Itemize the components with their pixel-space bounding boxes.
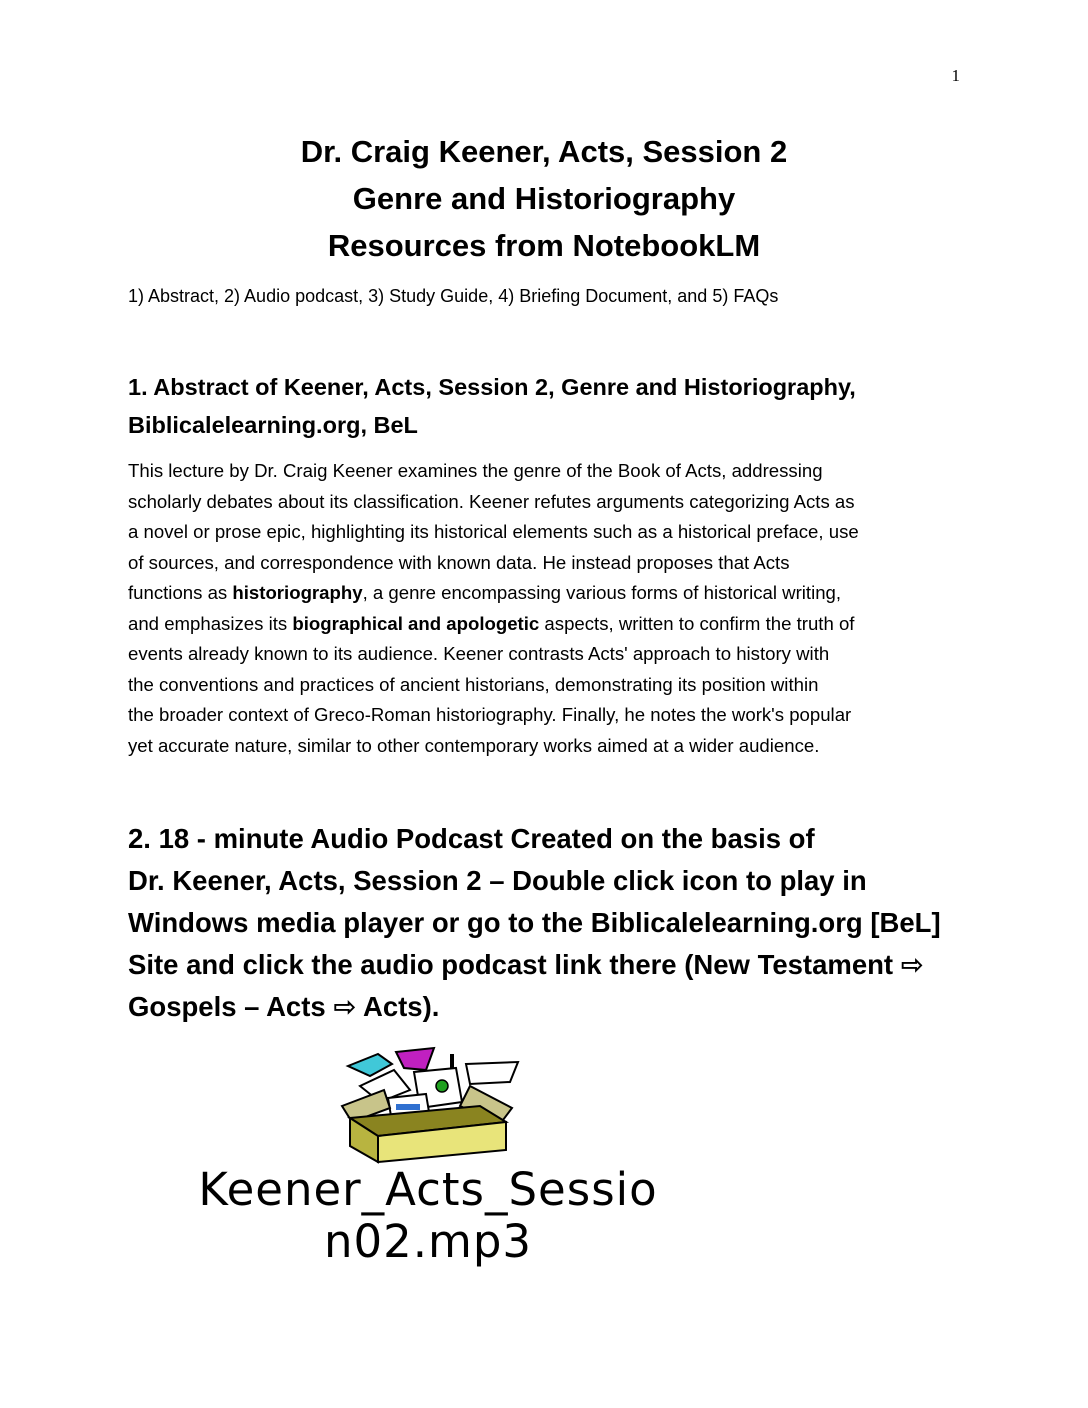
section2-text: Gospels – Acts xyxy=(128,991,334,1022)
section2-text: Site and click the audio podcast link there (New Testament xyxy=(128,949,901,980)
abstract-line: of sources, and correspondence with known data. He instead proposes that Acts xyxy=(128,551,790,573)
title-line-3: Resources from NotebookLM xyxy=(327,228,761,263)
title-line-1: Dr. Craig Keener, Acts, Session 2 xyxy=(300,134,788,169)
abstract-line: scholarly debates about its classification. Keener refutes arguments categorizing Acts as xyxy=(128,490,855,512)
section2-line: Windows media player or go to the Biblicalelearning.org [BeL] xyxy=(128,907,941,938)
package-icon xyxy=(330,1046,530,1164)
abstract-line: the broader context of Greco-Roman historiography. Finally, he notes the work's popular xyxy=(128,704,852,725)
audio-filename-line-2: n02.mp3 xyxy=(323,1215,533,1268)
abstract-text: aspects, written to confirm the truth of xyxy=(539,612,855,634)
bold-term-biographical-apologetic: biographical and apologetic xyxy=(292,612,540,634)
abstract-line xyxy=(128,609,968,640)
page-title xyxy=(0,128,1088,269)
abstract-text: and emphasizes its xyxy=(128,612,293,634)
title-line-2: Genre and Historiography xyxy=(352,181,736,216)
section1-heading-line-1: 1. Abstract of Keener, Acts, Session 2, Genre and Historiography, xyxy=(128,374,856,400)
abstract-paragraph xyxy=(128,456,968,761)
section2-heading xyxy=(128,818,978,1028)
section1-heading-line-2: Biblicalelearning.org, BeL xyxy=(128,412,418,438)
section1-heading xyxy=(128,368,958,444)
bold-term-historiography: historiography xyxy=(232,582,363,603)
abstract-line: the conventions and practices of ancient historians, demonstrating its position within xyxy=(128,673,819,695)
section2-line xyxy=(128,986,978,1028)
audio-filename[interactable] xyxy=(128,1164,728,1268)
abstract-line xyxy=(128,578,968,609)
section2-text: Acts). xyxy=(356,991,440,1022)
section2-line: 2. 18 - minute Audio Podcast Created on the basis of xyxy=(128,823,815,854)
section2-line: Dr. Keener, Acts, Session 2 – Double click icon to play in xyxy=(128,865,867,896)
abstract-text: , a genre encompassing various forms of historical writing, xyxy=(362,582,842,603)
arrow-right-icon: ⇨ xyxy=(900,949,924,981)
abstract-text: functions as xyxy=(128,582,233,603)
abstract-line: a novel or prose epic, highlighting its historical elements such as a historical preface, use xyxy=(128,521,859,542)
audio-filename-line-1: Keener_Acts_Sessio xyxy=(198,1163,658,1216)
contents-line: 1) Abstract, 2) Audio podcast, 3) Study Guide, 4) Briefing Document, and 5) FAQs xyxy=(128,286,779,306)
arrow-right-icon: ⇨ xyxy=(333,991,357,1023)
abstract-line: events already known to its audience. Keener contrasts Acts' approach to history with xyxy=(128,643,830,664)
audio-file-icon[interactable] xyxy=(330,1046,530,1164)
page-number: 1 xyxy=(951,66,960,85)
section2-line xyxy=(128,944,978,986)
abstract-line: This lecture by Dr. Craig Keener examines the genre of the Book of Acts, addressing xyxy=(128,460,823,481)
abstract-line: yet accurate nature, similar to other contemporary works aimed at a wider audience. xyxy=(128,734,820,756)
